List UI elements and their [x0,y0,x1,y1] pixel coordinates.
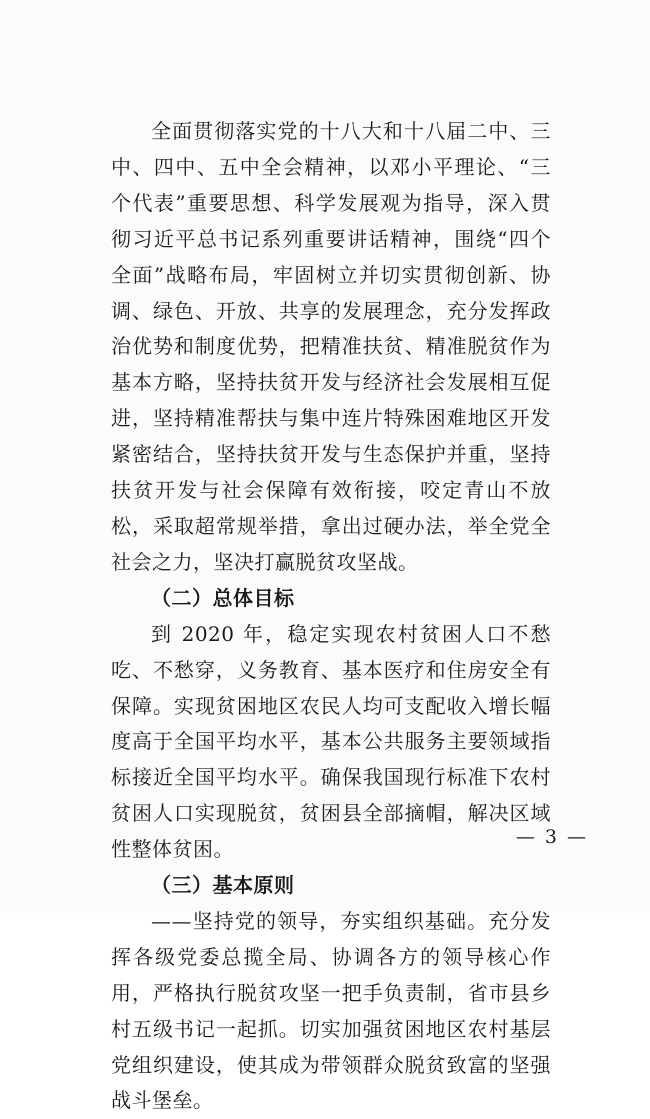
heading-overall-goal: （二）总体目标 [151,585,295,610]
paragraph-overall-goal: 到 2020 年，稳定实现农村贫困人口不愁吃、不愁穿，义务教育、基本医疗和住房安全有保障。实现贫困地区农民人均可支配收入增长幅度高于全国平均水平，基本公共服务主要领域指标接近全国平均水平。确保我国现行标准下农村贫困人口实现脱贫，贫困县全部摘帽，解决区域性整体贫困。 [111,621,551,862]
heading-basic-principles: （三）基本原则 [151,873,295,898]
page-number: — 3 — [515,826,588,848]
paragraph-guiding-thought: 全面贯彻落实党的十八大和十八届二中、三中、四中、五中全会精神，以邓小平理论、“三个代表”重要思想、科学发展观为指导，深入贯彻习近平总书记系列重要讲话精神，围绕“四个全面”战略布局，牢固树立并切实贯彻创新、协调、绿色、开放、共享的发展理念，充分发挥政治优势和制度优势，把精准扶贫、精准脱贫作为基本方略，坚持扶贫开发与经济社会发展相互促进，坚持精准帮扶与集中连片特殊困难地区开发紧密结合，坚持扶贫开发与生态保护并重，坚持扶贫开发与社会保障有效衔接，咬定青山不放松，采取超常规举措，拿出过硬办法，举全党全社会之力，坚决打赢脱贫攻坚战。 [111,119,551,574]
paragraph-party-leadership: ——坚持党的领导，夯实组织基础。充分发挥各级党委总揽全局、协调各方的领导核心作用，严格执行脱贫攻坚一把手负责制，省市县乡村五级书记一起抓。切实加强贫困地区农村基层党组织建设，使其成为带领群众脱贫致富的坚强战斗堡垒。 [111,908,551,1113]
document-body [111,114,551,1119]
